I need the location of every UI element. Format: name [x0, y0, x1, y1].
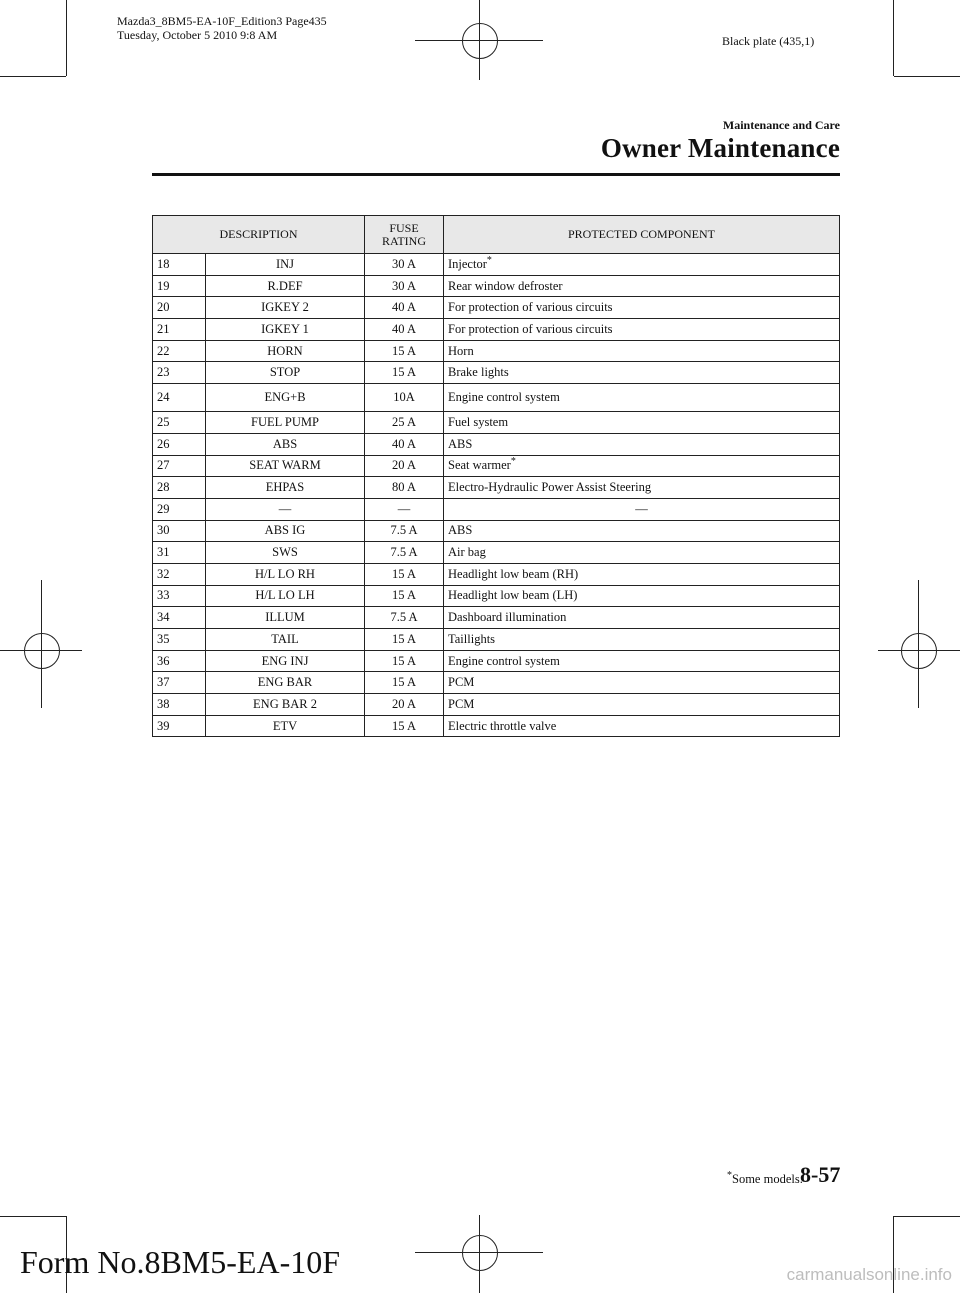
protected-component [444, 340, 840, 362]
fuse-description [206, 455, 365, 477]
fuse-description [206, 607, 365, 629]
table-row [153, 297, 840, 319]
fuse-description [206, 433, 365, 455]
fuse-number [153, 585, 206, 607]
fuse-rating-text: 80 A [392, 480, 416, 495]
fuse-number-text: 31 [157, 545, 170, 560]
protected-component-text: Engine control system [448, 390, 560, 405]
fuse-description-text: ENG BAR [257, 675, 313, 690]
fuse-description-text: IGKEY 2 [261, 300, 309, 315]
fuse-rating-text: 15 A [392, 588, 416, 603]
fuse-rating-text: 40 A [392, 436, 416, 451]
fuse-description-text: SWS [272, 545, 298, 560]
fuse-number [153, 340, 206, 362]
fuse-description [206, 254, 365, 276]
fuse-number-text: 38 [157, 696, 170, 711]
protected-component-text: Rear window defroster [448, 278, 563, 293]
fuse-number [153, 433, 206, 455]
table-row [153, 433, 840, 455]
fuse-description-text: EHPAS [265, 480, 305, 495]
table-row [153, 650, 840, 672]
protected-component-text: Engine control system [448, 653, 560, 668]
fuse-description [206, 412, 365, 434]
fuse-description [206, 477, 365, 499]
fuse-number-text: 21 [157, 321, 170, 336]
protected-component-text: ABS [448, 436, 473, 451]
fuse-rating-text: 15 A [392, 653, 416, 668]
protected-component [444, 629, 840, 651]
fuse-rating-text: 25 A [392, 414, 416, 429]
protected-component [444, 384, 840, 412]
fuse-description-text: ABS [272, 436, 298, 451]
fuse-number-text: 25 [157, 414, 170, 429]
fuse-rating-text: 20 A [392, 458, 416, 473]
protected-component [444, 254, 840, 276]
fuse-number [153, 412, 206, 434]
protected-component [444, 412, 840, 434]
fuse-number [153, 384, 206, 412]
fuse-number [153, 362, 206, 384]
protected-component [444, 297, 840, 319]
fuse-description-text: ETV [272, 718, 298, 733]
fuse-rating-text: ― [397, 501, 411, 516]
fuse-number [153, 275, 206, 297]
protected-component [444, 477, 840, 499]
fuse-description-text: FUEL PUMP [251, 414, 319, 429]
fuse-rating [365, 275, 444, 297]
fuse-description [206, 715, 365, 737]
watermark: carmanualsonline.info [786, 1265, 952, 1284]
table-row [153, 477, 840, 499]
fuse-number [153, 455, 206, 477]
fuse-number [153, 297, 206, 319]
table-row [153, 585, 840, 607]
table-row [153, 694, 840, 716]
fuse-rating-text: 15 A [392, 718, 416, 733]
fuse-description-text: ― [278, 501, 292, 516]
fuse-number-text: 28 [157, 480, 170, 495]
table-row [153, 384, 840, 412]
fuse-number-text: 34 [157, 610, 170, 625]
fuse-number [153, 650, 206, 672]
form-number: Form No.8BM5-EA-10F [20, 1244, 341, 1280]
table-row [153, 498, 840, 520]
fuse-rating-text: 15 A [392, 631, 416, 646]
protected-component-text: Headlight low beam (RH) [448, 566, 579, 581]
fuse-rating-text: 7.5 A [390, 610, 418, 625]
fuse-number-text: 24 [157, 390, 170, 405]
protected-component-text: Brake lights [448, 365, 509, 380]
plate-label: Black plate (435,1) [722, 34, 815, 48]
protected-component-text: Horn [448, 343, 474, 358]
table-row [153, 672, 840, 694]
fuse-rating-text: 30 A [392, 278, 416, 293]
fuse-rating-text: 15 A [392, 343, 416, 358]
protected-component-text: PCM [448, 696, 475, 711]
table-row [153, 542, 840, 564]
fuse-number [153, 672, 206, 694]
some-models-star: * [486, 254, 492, 266]
fuse-description-text: H/L LO RH [255, 566, 315, 581]
fuse-number [153, 715, 206, 737]
fuse-rating [365, 384, 444, 412]
fuse-number-text: 33 [157, 588, 170, 603]
protected-component [444, 672, 840, 694]
fuse-rating-text: 15 A [392, 675, 416, 690]
header-description: DESCRIPTION [153, 216, 365, 254]
fuse-number [153, 607, 206, 629]
table-row [153, 412, 840, 434]
protected-component [444, 520, 840, 542]
fuse-rating [365, 715, 444, 737]
fuse-rating [365, 297, 444, 319]
fuse-rating [365, 585, 444, 607]
protected-component-text: For protection of various circuits [448, 300, 613, 315]
fuse-rating [365, 650, 444, 672]
table-row [153, 520, 840, 542]
protected-component [444, 498, 840, 520]
print-metadata [117, 14, 327, 42]
fuse-rating-text: 7.5 A [390, 523, 418, 538]
fuse-description-text: STOP [269, 365, 301, 380]
fuse-rating [365, 254, 444, 276]
footnote [727, 1169, 803, 1187]
fuse-description [206, 340, 365, 362]
fuse-description [206, 650, 365, 672]
protected-component [444, 694, 840, 716]
fuse-number-text: 26 [157, 436, 170, 451]
page-number: 8-57 [800, 1162, 841, 1187]
fuse-rating-text: 40 A [392, 300, 416, 315]
protected-component-text: Taillights [448, 631, 496, 646]
fuse-description [206, 362, 365, 384]
fuse-description-text: H/L LO LH [255, 588, 315, 603]
protected-component-text: Air bag [448, 545, 486, 560]
fuse-number-text: 29 [157, 501, 170, 516]
fuse-description [206, 672, 365, 694]
fuse-number [153, 319, 206, 341]
fuse-description [206, 542, 365, 564]
fuse-rating [365, 362, 444, 384]
fuse-rating-text: 10A [393, 390, 415, 405]
table-row [153, 254, 840, 276]
protected-component [444, 585, 840, 607]
chapter-title: Owner Maintenance [600, 133, 840, 163]
table-row [153, 629, 840, 651]
fuse-number [153, 498, 206, 520]
fuse-rating [365, 477, 444, 499]
protected-component [444, 433, 840, 455]
fuse-number [153, 563, 206, 585]
protected-component-text: Electric throttle valve [448, 718, 557, 733]
protected-component [444, 275, 840, 297]
fuse-description [206, 629, 365, 651]
protected-component-text: ― [635, 501, 648, 516]
fuse-rating-text: 30 A [392, 256, 416, 271]
some-models-star: * [510, 456, 516, 468]
fuse-rating [365, 433, 444, 455]
fuse-number-text: 39 [157, 718, 170, 733]
protected-component-text: Headlight low beam (LH) [448, 588, 578, 603]
header-fuse-rating: FUSE RATING [365, 216, 444, 254]
protected-component-text: Dashboard illumination [448, 610, 567, 625]
protected-component-text: Injector [448, 256, 487, 271]
fuse-description-text: ILLUM [265, 610, 305, 625]
fuse-description [206, 384, 365, 412]
fuse-number-text: 27 [157, 458, 170, 473]
header-rule [152, 173, 840, 176]
protected-component [444, 650, 840, 672]
footnote-text: Some models. [732, 1172, 803, 1186]
fuse-number [153, 542, 206, 564]
fuse-rating [365, 542, 444, 564]
fuse-number-text: 36 [157, 653, 170, 668]
protected-component [444, 715, 840, 737]
protected-component-text: Fuel system [448, 414, 509, 429]
table-row [153, 275, 840, 297]
protected-component [444, 319, 840, 341]
protected-component-text: ABS [448, 523, 473, 538]
fuse-rating [365, 340, 444, 362]
fuse-number-text: 19 [157, 278, 170, 293]
fuse-rating-text: 20 A [392, 696, 416, 711]
fuse-description-text: R.DEF [267, 278, 303, 293]
protected-component-text: PCM [448, 675, 475, 690]
fuse-description-text: SEAT WARM [249, 458, 321, 473]
fuse-number [153, 254, 206, 276]
fuse-description [206, 585, 365, 607]
fuse-rating [365, 412, 444, 434]
table-row [153, 607, 840, 629]
fuse-number [153, 694, 206, 716]
fuse-rating-text: 15 A [392, 365, 416, 380]
fuse-number [153, 520, 206, 542]
table-row [153, 319, 840, 341]
section-title: Maintenance and Care [722, 118, 840, 132]
fuse-description-text: ENG INJ [261, 653, 309, 668]
protected-component [444, 455, 840, 477]
fuse-description-text: HORN [267, 343, 303, 358]
fuse-number-text: 35 [157, 631, 170, 646]
fuse-number-text: 18 [157, 256, 170, 271]
fuse-table [152, 215, 840, 737]
table-row [153, 455, 840, 477]
fuse-description [206, 498, 365, 520]
fuse-description [206, 275, 365, 297]
protected-component-text: Electro-Hydraulic Power Assist Steering [448, 480, 652, 495]
fuse-number-text: 37 [157, 675, 170, 690]
fuse-number-text: 22 [157, 343, 170, 358]
fuse-number-text: 20 [157, 300, 170, 315]
fuse-rating [365, 629, 444, 651]
fuse-number [153, 629, 206, 651]
table-row [153, 715, 840, 737]
fuse-rating [365, 455, 444, 477]
protected-component [444, 563, 840, 585]
header-protected-component: PROTECTED COMPONENT [444, 216, 840, 254]
fuse-rating [365, 694, 444, 716]
fuse-description [206, 297, 365, 319]
protected-component-text: For protection of various circuits [448, 321, 613, 336]
table-row [153, 362, 840, 384]
protected-component-text: Seat warmer [448, 458, 511, 473]
protected-component [444, 542, 840, 564]
fuse-rating [365, 498, 444, 520]
fuse-description-text: TAIL [271, 631, 299, 646]
fuse-description [206, 319, 365, 341]
print-metadata-line2: Tuesday, October 5 2010 9:8 AM [117, 28, 278, 42]
fuse-number-text: 23 [157, 365, 170, 380]
footnote-star: * [727, 1169, 732, 1181]
fuse-rating-text: 15 A [392, 566, 416, 581]
fuse-description-text: ENG BAR 2 [253, 696, 317, 711]
fuse-description [206, 563, 365, 585]
fuse-rating [365, 672, 444, 694]
print-metadata-line1: Mazda3_8BM5-EA-10F_Edition3 Page435 [117, 14, 327, 28]
fuse-description [206, 520, 365, 542]
table-row [153, 563, 840, 585]
fuse-description [206, 694, 365, 716]
fuse-rating [365, 319, 444, 341]
fuse-rating-text: 7.5 A [390, 545, 418, 560]
table-header-row [153, 216, 840, 254]
fuse-rating [365, 520, 444, 542]
protected-component [444, 607, 840, 629]
fuse-number-text: 30 [157, 523, 170, 538]
fuse-rating [365, 607, 444, 629]
table-row [153, 340, 840, 362]
fuse-description-text: INJ [275, 256, 295, 271]
protected-component [444, 362, 840, 384]
fuse-rating [365, 563, 444, 585]
fuse-description-text: ABS IG [264, 523, 306, 538]
fuse-rating-text: 40 A [392, 321, 416, 336]
fuse-description-text: ENG+B [264, 390, 306, 405]
fuse-number [153, 477, 206, 499]
fuse-number-text: 32 [157, 566, 170, 581]
fuse-description-text: IGKEY 1 [261, 321, 309, 336]
